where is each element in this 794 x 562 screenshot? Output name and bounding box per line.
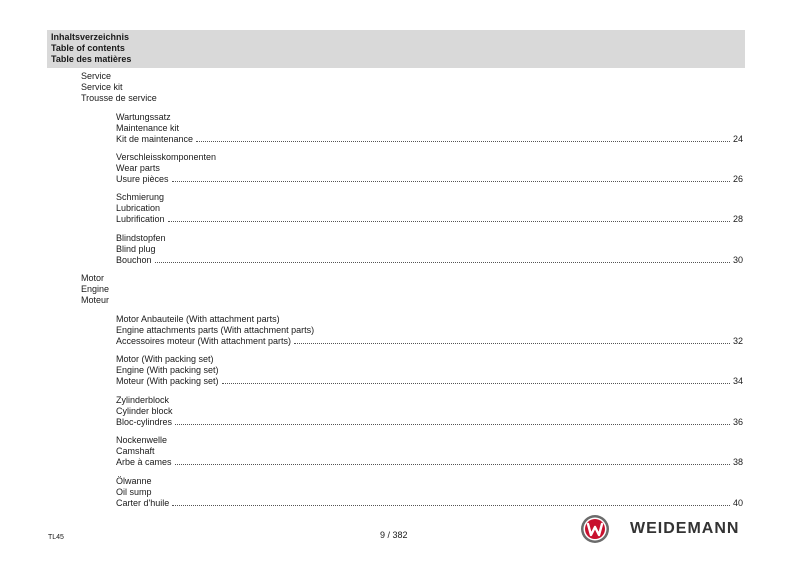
header-title-fr: Table des matières [51,54,132,64]
entry-title-de: Motor Anbauteile (With attachment parts) [116,314,280,324]
toc-entry[interactable] [116,435,743,468]
entry-title-fr: Lubrification [116,214,165,224]
section-line: Motor [81,273,105,283]
leader-dots [155,262,730,263]
entry-title-en: Engine attachments parts (With attachment parts) [116,325,315,335]
entry-title-fr: Kit de maintenance [116,134,194,144]
weidemann-logo-icon [580,514,610,544]
entry-title-de: Wartungssatz [116,112,171,122]
toc-entry[interactable] [116,112,743,145]
entry-title-fr: Carter d'huile [116,498,170,508]
header-title-de: Inhaltsverzeichnis [51,32,130,42]
entry-title-en: Wear parts [116,163,160,173]
page-number[interactable]: 40 [732,498,743,508]
entry-title-en: Cylinder block [116,406,173,416]
page-number[interactable]: 36 [732,417,743,427]
page-number[interactable]: 26 [732,174,743,184]
entry-title-de: Blindstopfen [116,233,166,243]
entry-title-en: Lubrication [116,203,161,213]
header-title-en: Table of contents [51,43,125,53]
entry-title-fr: Usure pièces [116,174,169,184]
entry-title-de: Motor (With packing set) [116,354,214,364]
entry-title-de: Ölwanne [116,476,152,486]
page-number[interactable]: 28 [732,214,743,224]
entry-title-de: Schmierung [116,192,165,202]
entry-title-en: Camshaft [116,446,155,456]
entry-title-fr: Accessoires moteur (With attachment parts) [116,336,292,346]
section-heading-motor [81,273,109,306]
toc-entry[interactable] [116,395,743,428]
entry-title-de: Zylinderblock [116,395,170,405]
entry-title-de: Verschleisskomponenten [116,152,217,162]
page-number[interactable]: 38 [732,457,743,467]
page-number[interactable]: 30 [732,255,743,265]
entry-title-en: Engine (With packing set) [116,365,219,375]
page-number[interactable]: 34 [732,376,743,386]
leader-dots [294,343,730,344]
entry-title-de: Nockenwelle [116,435,168,445]
leader-dots [172,181,730,182]
brand-name: WEIDEMANN [630,520,740,537]
section-line: Service [81,71,112,81]
section-line: Trousse de service [81,93,157,103]
entry-title-fr: Bouchon [116,255,152,265]
leader-dots [172,505,730,506]
entry-title-en: Blind plug [116,244,156,254]
toc-entry[interactable] [116,192,743,225]
toc-entry[interactable] [116,152,743,185]
toc-entry[interactable] [116,233,743,266]
leader-dots [175,464,730,465]
leader-dots [222,383,730,384]
entry-title-fr: Arbe à cames [116,457,172,467]
toc-entry[interactable] [116,476,743,509]
entry-title-en: Oil sump [116,487,152,497]
section-line: Moteur [81,295,110,305]
document-code: TL45 [48,534,64,541]
page-number[interactable]: 32 [732,336,743,346]
section-heading-service [81,71,157,104]
section-line: Engine [81,284,110,294]
entry-title-fr: Bloc-cylindres [116,417,173,427]
toc-entry[interactable] [116,314,743,347]
toc-entry[interactable] [116,354,743,387]
leader-dots [196,141,730,142]
entry-title-en: Maintenance kit [116,123,180,133]
leader-dots [175,424,730,425]
toc-header [47,30,745,68]
section-line: Service kit [81,82,123,92]
leader-dots [168,221,730,222]
page-indicator: 9 / 382 [380,530,408,540]
entry-title-fr: Moteur (With packing set) [116,376,219,386]
page-number[interactable]: 24 [732,134,743,144]
